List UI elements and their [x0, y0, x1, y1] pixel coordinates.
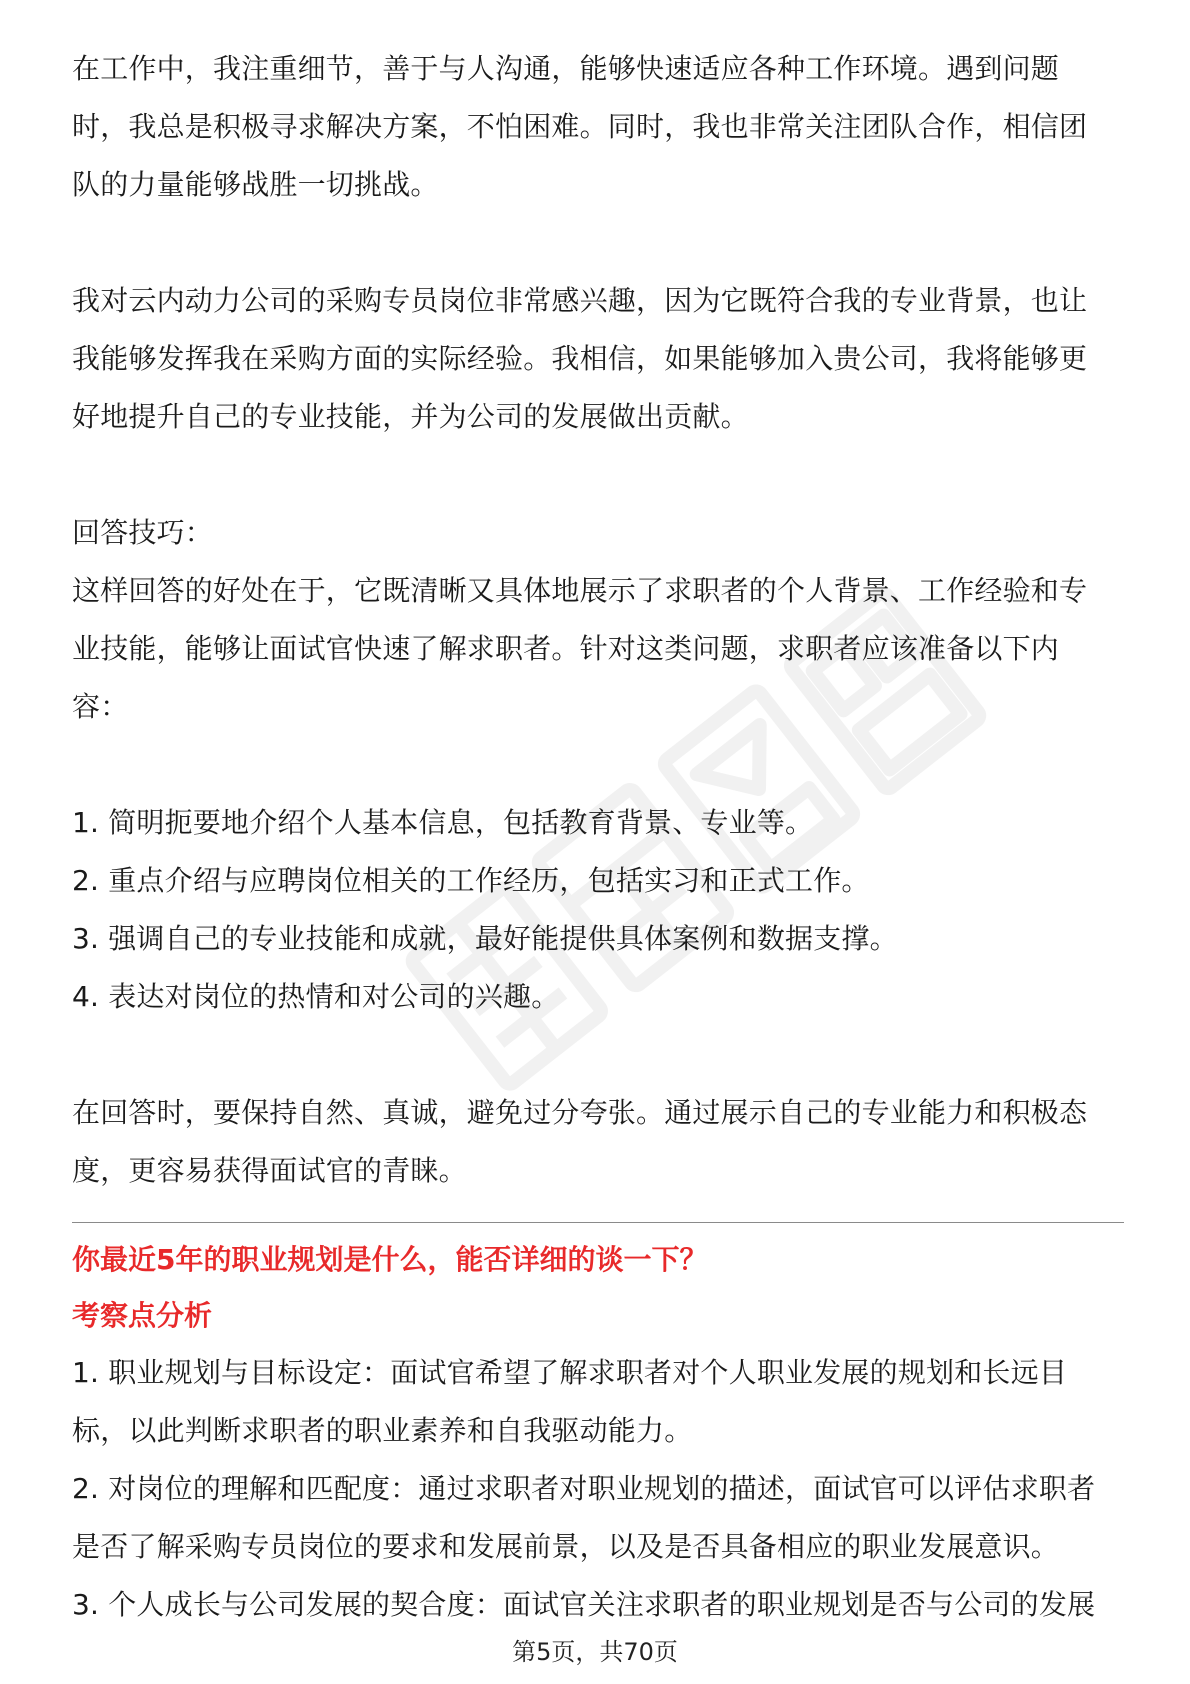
list-item: 3. 强调自己的专业技能和成就，最好能提供具体案例和数据支撑。 — [72, 922, 898, 955]
text-line: 度，更容易获得面试官的青睐。 — [72, 1154, 467, 1187]
text-line: 业技能，能够让面试官快速了解求职者。针对这类问题，求职者应该准备以下内 — [72, 632, 1060, 665]
tips-heading: 回答技巧： — [72, 516, 214, 549]
paragraph-interest — [72, 272, 1122, 446]
text-line: 我能够发挥我在采购方面的实际经验。我相信，如果能够加入贵公司，我将能够更 — [72, 342, 1088, 375]
text-line: 容： — [72, 690, 129, 723]
text-line: 好地提升自己的专业技能，并为公司的发展做出贡献。 — [72, 400, 749, 433]
question-title: 你最近5年的职业规划是什么，能否详细的谈一下？ — [72, 1243, 708, 1276]
paragraph-work-style — [72, 40, 1122, 214]
text-line: 时，我总是积极寻求解决方案，不怕困难。同时，我也非常关注团队合作，相信团 — [72, 110, 1088, 143]
text-line: 我对云内动力公司的采购专员岗位非常感兴趣，因为它既符合我的专业背景，也让 — [72, 284, 1088, 317]
paragraph-tips — [72, 562, 1122, 736]
list-item: 2. 对岗位的理解和匹配度：通过求职者对职业规划的描述，面试官可以评估求职者 — [72, 1472, 1096, 1505]
analysis-points — [72, 1344, 1122, 1634]
text-line: 在回答时，要保持自然、真诚，避免过分夸张。通过展示自己的专业能力和积极态 — [72, 1096, 1088, 1129]
list-item: 标，以此判断求职者的职业素养和自我驱动能力。 — [72, 1414, 693, 1447]
analysis-heading: 考察点分析 — [72, 1299, 213, 1332]
document-body — [72, 40, 1122, 1200]
list-item: 1. 简明扼要地介绍个人基本信息，包括教育背景、专业等。 — [72, 806, 814, 839]
text-line: 在工作中，我注重细节，善于与人沟通，能够快速适应各种工作环境。遇到问题 — [72, 52, 1060, 85]
page-number: 第5页，共70页 — [512, 1638, 678, 1666]
text-line: 这样回答的好处在于，它既清晰又具体地展示了求职者的个人背景、工作经验和专 — [72, 574, 1088, 607]
list-item: 是否了解采购专员岗位的要求和发展前景，以及是否具备相应的职业发展意识。 — [72, 1530, 1060, 1563]
text-line: 队的力量能够战胜一切挑战。 — [72, 168, 439, 201]
tips-list — [72, 794, 1122, 1026]
section-divider — [72, 1222, 1124, 1223]
list-item: 2. 重点介绍与应聘岗位相关的工作经历，包括实习和正式工作。 — [72, 864, 870, 897]
paragraph-closing — [72, 1084, 1122, 1200]
question-section — [72, 1232, 1122, 1634]
list-item: 4. 表达对岗位的热情和对公司的兴趣。 — [72, 980, 560, 1013]
list-item: 3. 个人成长与公司发展的契合度：面试官关注求职者的职业规划是否与公司的发展 — [72, 1588, 1096, 1621]
list-item: 1. 职业规划与目标设定：面试官希望了解求职者对个人职业发展的规划和长远目 — [72, 1356, 1068, 1389]
